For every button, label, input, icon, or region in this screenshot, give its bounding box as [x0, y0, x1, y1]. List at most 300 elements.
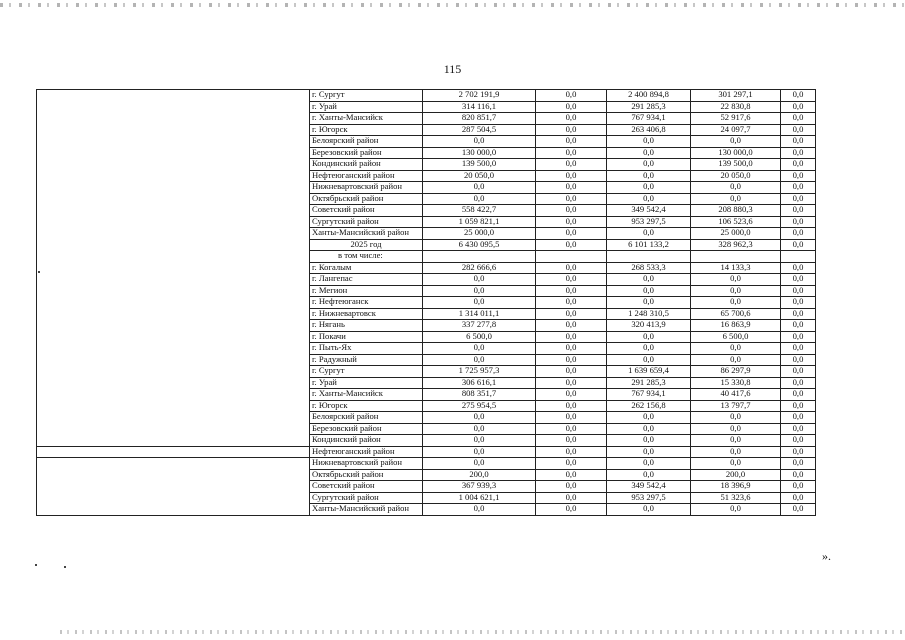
value-cell: 0,0 — [691, 274, 781, 286]
program-measure-cell — [37, 412, 310, 424]
value-cell: 25 000,0 — [423, 228, 536, 240]
municipality-cell: Белоярский район — [310, 412, 423, 424]
program-measure-cell — [37, 193, 310, 205]
municipality-cell: г. Покачи — [310, 331, 423, 343]
table-row — [37, 297, 816, 309]
value-cell — [536, 251, 607, 263]
table-row — [37, 205, 816, 217]
program-measure-cell — [37, 492, 310, 504]
table-row — [37, 308, 816, 320]
value-cell: 0,0 — [607, 228, 691, 240]
value-cell: 0,0 — [536, 113, 607, 125]
value-cell: 0,0 — [781, 90, 816, 102]
value-cell: 0,0 — [607, 435, 691, 447]
value-cell: 0,0 — [536, 147, 607, 159]
value-cell: 0,0 — [536, 331, 607, 343]
municipality-cell: г. Когалым — [310, 262, 423, 274]
municipality-cell: г. Лангепас — [310, 274, 423, 286]
scan-speck — [38, 271, 40, 273]
value-cell: 0,0 — [607, 285, 691, 297]
value-cell: 1 639 659,4 — [607, 366, 691, 378]
value-cell: 0,0 — [781, 182, 816, 194]
value-cell: 0,0 — [536, 504, 607, 516]
value-cell: 1 004 621,1 — [423, 492, 536, 504]
table-row — [37, 182, 816, 194]
scan-speck — [35, 564, 37, 566]
value-cell: 367 939,3 — [423, 481, 536, 493]
value-cell: 0,0 — [781, 205, 816, 217]
value-cell: 208 880,3 — [691, 205, 781, 217]
value-cell: 0,0 — [781, 343, 816, 355]
value-cell: 0,0 — [781, 435, 816, 447]
value-cell: 0,0 — [536, 458, 607, 470]
value-cell: 0,0 — [423, 458, 536, 470]
program-measure-cell — [37, 458, 310, 470]
value-cell: 0,0 — [691, 423, 781, 435]
value-cell: 0,0 — [691, 458, 781, 470]
value-cell: 0,0 — [781, 262, 816, 274]
program-measure-cell — [37, 469, 310, 481]
table-row — [37, 366, 816, 378]
program-measure-cell — [37, 366, 310, 378]
table-row — [37, 343, 816, 355]
value-cell: 0,0 — [607, 193, 691, 205]
value-cell: 0,0 — [691, 297, 781, 309]
value-cell: 0,0 — [536, 274, 607, 286]
value-cell: 0,0 — [423, 435, 536, 447]
municipality-cell: Советский район — [310, 205, 423, 217]
value-cell: 139 500,0 — [691, 159, 781, 171]
municipality-cell: Березовский район — [310, 147, 423, 159]
table-row — [37, 136, 816, 148]
value-cell: 139 500,0 — [423, 159, 536, 171]
program-measure-cell — [37, 101, 310, 113]
municipality-cell: г. Пыть-Ях — [310, 343, 423, 355]
value-cell: 0,0 — [781, 239, 816, 251]
value-cell: 0,0 — [781, 504, 816, 516]
municipality-cell: г. Сургут — [310, 90, 423, 102]
value-cell: 0,0 — [781, 216, 816, 228]
value-cell: 6 430 095,5 — [423, 239, 536, 251]
table-row — [37, 239, 816, 251]
program-measure-cell — [37, 308, 310, 320]
value-cell — [607, 251, 691, 263]
value-cell — [423, 251, 536, 263]
value-cell: 0,0 — [423, 343, 536, 355]
municipality-cell: г. Ханты-Мансийск — [310, 389, 423, 401]
value-cell: 14 133,3 — [691, 262, 781, 274]
value-cell: 0,0 — [607, 274, 691, 286]
value-cell: 0,0 — [423, 285, 536, 297]
value-cell: 0,0 — [781, 481, 816, 493]
value-cell: 0,0 — [536, 435, 607, 447]
scan-noise-bottom — [60, 630, 905, 634]
value-cell: 2 702 191,9 — [423, 90, 536, 102]
value-cell: 0,0 — [536, 320, 607, 332]
value-cell: 0,0 — [536, 159, 607, 171]
program-measure-cell — [37, 423, 310, 435]
value-cell: 51 323,6 — [691, 492, 781, 504]
value-cell: 0,0 — [536, 182, 607, 194]
budget-allocation-table — [36, 89, 816, 516]
table-row — [37, 481, 816, 493]
value-cell: 0,0 — [536, 377, 607, 389]
value-cell: 0,0 — [536, 136, 607, 148]
program-measure-cell — [37, 435, 310, 447]
table-row — [37, 354, 816, 366]
table-row — [37, 170, 816, 182]
program-measure-cell — [37, 331, 310, 343]
value-cell: 0,0 — [781, 446, 816, 458]
table-row — [37, 504, 816, 516]
municipality-cell: г. Нягань — [310, 320, 423, 332]
value-cell: 0,0 — [536, 262, 607, 274]
value-cell: 0,0 — [781, 423, 816, 435]
program-measure-cell — [37, 90, 310, 102]
municipality-cell: Белоярский район — [310, 136, 423, 148]
value-cell: 953 297,5 — [607, 492, 691, 504]
municipality-cell: Кондинский район — [310, 159, 423, 171]
program-measure-cell — [37, 124, 310, 136]
value-cell: 0,0 — [691, 182, 781, 194]
program-measure-cell — [37, 159, 310, 171]
value-cell: 40 417,6 — [691, 389, 781, 401]
value-cell: 953 297,5 — [607, 216, 691, 228]
value-cell: 0,0 — [536, 297, 607, 309]
value-cell: 0,0 — [607, 297, 691, 309]
value-cell: 0,0 — [423, 504, 536, 516]
value-cell: 0,0 — [607, 182, 691, 194]
table-row — [37, 124, 816, 136]
program-measure-cell — [37, 297, 310, 309]
value-cell: 0,0 — [536, 285, 607, 297]
municipality-cell: Ханты-Мансийский район — [310, 504, 423, 516]
value-cell: 767 934,1 — [607, 113, 691, 125]
value-cell: 0,0 — [607, 458, 691, 470]
value-cell: 0,0 — [423, 354, 536, 366]
value-cell: 320 413,9 — [607, 320, 691, 332]
value-cell: 0,0 — [607, 446, 691, 458]
value-cell: 0,0 — [536, 366, 607, 378]
municipality-cell: в том числе: — [310, 251, 423, 263]
program-measure-cell — [37, 216, 310, 228]
table-row — [37, 228, 816, 240]
value-cell: 0,0 — [536, 492, 607, 504]
municipality-cell: г. Мегион — [310, 285, 423, 297]
value-cell — [781, 251, 816, 263]
program-measure-cell — [37, 285, 310, 297]
value-cell: 314 116,1 — [423, 101, 536, 113]
table-row — [37, 274, 816, 286]
value-cell: 0,0 — [691, 285, 781, 297]
value-cell: 0,0 — [781, 389, 816, 401]
value-cell: 200,0 — [423, 469, 536, 481]
value-cell: 275 954,5 — [423, 400, 536, 412]
value-cell: 22 830,8 — [691, 101, 781, 113]
table-row — [37, 101, 816, 113]
value-cell: 52 917,6 — [691, 113, 781, 125]
page-number: 115 — [443, 62, 462, 76]
value-cell: 0,0 — [781, 458, 816, 470]
value-cell: 0,0 — [536, 239, 607, 251]
program-measure-cell — [37, 251, 310, 263]
value-cell: 0,0 — [536, 354, 607, 366]
value-cell: 0,0 — [691, 193, 781, 205]
value-cell: 0,0 — [781, 101, 816, 113]
program-measure-cell — [37, 343, 310, 355]
value-cell: 0,0 — [781, 469, 816, 481]
table-row — [37, 331, 816, 343]
value-cell: 130 000,0 — [423, 147, 536, 159]
value-cell: 0,0 — [781, 297, 816, 309]
value-cell: 0,0 — [536, 400, 607, 412]
municipality-cell: Кондинский район — [310, 435, 423, 447]
value-cell: 0,0 — [781, 308, 816, 320]
program-measure-cell — [37, 320, 310, 332]
program-measure-cell — [37, 113, 310, 125]
table-row — [37, 320, 816, 332]
value-cell: 0,0 — [536, 228, 607, 240]
value-cell: 0,0 — [423, 412, 536, 424]
value-cell: 0,0 — [536, 101, 607, 113]
value-cell: 65 700,6 — [691, 308, 781, 320]
value-cell: 0,0 — [423, 193, 536, 205]
table-row — [37, 193, 816, 205]
value-cell: 0,0 — [781, 159, 816, 171]
value-cell: 0,0 — [607, 159, 691, 171]
value-cell: 0,0 — [536, 308, 607, 320]
value-cell: 0,0 — [691, 504, 781, 516]
municipality-cell: г. Радужный — [310, 354, 423, 366]
program-measure-cell — [37, 481, 310, 493]
value-cell: 0,0 — [781, 331, 816, 343]
value-cell: 337 277,8 — [423, 320, 536, 332]
value-cell: 0,0 — [536, 90, 607, 102]
table-row — [37, 400, 816, 412]
program-measure-cell — [37, 274, 310, 286]
value-cell: 291 285,3 — [607, 101, 691, 113]
value-cell: 0,0 — [536, 446, 607, 458]
program-measure-cell — [37, 147, 310, 159]
value-cell: 0,0 — [691, 435, 781, 447]
value-cell: 0,0 — [781, 400, 816, 412]
value-cell: 0,0 — [536, 389, 607, 401]
value-cell: 0,0 — [781, 412, 816, 424]
value-cell: 0,0 — [781, 320, 816, 332]
table-row — [37, 377, 816, 389]
municipality-cell: Нефтеюганский район — [310, 446, 423, 458]
value-cell: 0,0 — [691, 412, 781, 424]
program-measure-cell — [37, 504, 310, 516]
program-measure-cell — [37, 170, 310, 182]
value-cell: 0,0 — [691, 354, 781, 366]
value-cell: 0,0 — [423, 136, 536, 148]
value-cell: 0,0 — [781, 285, 816, 297]
closing-quote-mark: ». — [822, 549, 831, 563]
municipality-cell: Нефтеюганский район — [310, 170, 423, 182]
table-row — [37, 412, 816, 424]
table-row — [37, 389, 816, 401]
municipality-cell: Березовский район — [310, 423, 423, 435]
value-cell: 0,0 — [536, 469, 607, 481]
municipality-cell: г. Сургут — [310, 366, 423, 378]
value-cell: 0,0 — [691, 136, 781, 148]
municipality-cell: г. Урай — [310, 377, 423, 389]
value-cell: 1 725 957,3 — [423, 366, 536, 378]
value-cell: 0,0 — [536, 205, 607, 217]
program-measure-cell — [37, 205, 310, 217]
program-measure-cell — [37, 354, 310, 366]
value-cell: 1 314 011,1 — [423, 308, 536, 320]
value-cell: 0,0 — [607, 170, 691, 182]
value-cell: 2 400 894,8 — [607, 90, 691, 102]
municipality-cell: г. Урай — [310, 101, 423, 113]
value-cell: 262 156,8 — [607, 400, 691, 412]
value-cell: 0,0 — [781, 170, 816, 182]
value-cell: 0,0 — [423, 423, 536, 435]
value-cell: 1 059 821,1 — [423, 216, 536, 228]
program-measure-cell — [37, 228, 310, 240]
value-cell: 349 542,4 — [607, 205, 691, 217]
value-cell: 268 533,3 — [607, 262, 691, 274]
table-row — [37, 285, 816, 297]
program-measure-cell — [37, 262, 310, 274]
table-row — [37, 159, 816, 171]
value-cell: 349 542,4 — [607, 481, 691, 493]
value-cell: 0,0 — [781, 147, 816, 159]
value-cell: 18 396,9 — [691, 481, 781, 493]
value-cell: 0,0 — [781, 136, 816, 148]
value-cell: 0,0 — [607, 136, 691, 148]
value-cell: 13 797,7 — [691, 400, 781, 412]
table-row — [37, 435, 816, 447]
value-cell: 20 050,0 — [423, 170, 536, 182]
table-row — [37, 251, 816, 263]
program-measure-cell — [37, 136, 310, 148]
municipality-cell: Сургутский район — [310, 216, 423, 228]
municipality-cell: г. Нижневартовск — [310, 308, 423, 320]
value-cell: 0,0 — [536, 481, 607, 493]
value-cell: 0,0 — [536, 216, 607, 228]
value-cell: 0,0 — [781, 377, 816, 389]
table-row — [37, 446, 816, 458]
value-cell: 0,0 — [607, 147, 691, 159]
value-cell: 16 863,9 — [691, 320, 781, 332]
value-cell: 15 330,8 — [691, 377, 781, 389]
municipality-cell: г. Югорск — [310, 400, 423, 412]
value-cell: 0,0 — [536, 343, 607, 355]
value-cell: 0,0 — [607, 354, 691, 366]
value-cell: 820 851,7 — [423, 113, 536, 125]
value-cell — [691, 251, 781, 263]
value-cell: 0,0 — [536, 412, 607, 424]
value-cell: 263 406,8 — [607, 124, 691, 136]
value-cell: 0,0 — [781, 193, 816, 205]
municipality-cell: г. Нефтеюганск — [310, 297, 423, 309]
value-cell: 282 666,6 — [423, 262, 536, 274]
value-cell: 130 000,0 — [691, 147, 781, 159]
value-cell: 6 500,0 — [691, 331, 781, 343]
value-cell: 0,0 — [423, 297, 536, 309]
municipality-cell: Сургутский район — [310, 492, 423, 504]
value-cell: 0,0 — [536, 423, 607, 435]
value-cell: 0,0 — [781, 354, 816, 366]
value-cell: 306 616,1 — [423, 377, 536, 389]
value-cell: 0,0 — [607, 469, 691, 481]
value-cell: 0,0 — [607, 412, 691, 424]
value-cell: 1 248 310,5 — [607, 308, 691, 320]
value-cell: 0,0 — [423, 182, 536, 194]
municipality-cell: 2025 год — [310, 239, 423, 251]
program-measure-cell — [37, 389, 310, 401]
value-cell: 0,0 — [423, 446, 536, 458]
program-measure-cell — [37, 182, 310, 194]
value-cell: 0,0 — [536, 193, 607, 205]
value-cell: 200,0 — [691, 469, 781, 481]
table-row — [37, 458, 816, 470]
value-cell: 301 297,1 — [691, 90, 781, 102]
value-cell: 0,0 — [607, 423, 691, 435]
table-row — [37, 113, 816, 125]
value-cell: 6 101 133,2 — [607, 239, 691, 251]
table-row — [37, 216, 816, 228]
municipality-cell: Ханты-Мансийский район — [310, 228, 423, 240]
program-measure-cell — [37, 400, 310, 412]
value-cell: 86 297,9 — [691, 366, 781, 378]
value-cell: 0,0 — [691, 343, 781, 355]
municipality-cell: Октябрьский район — [310, 469, 423, 481]
value-cell: 0,0 — [607, 504, 691, 516]
value-cell: 0,0 — [607, 331, 691, 343]
value-cell: 291 285,3 — [607, 377, 691, 389]
value-cell: 808 351,7 — [423, 389, 536, 401]
table-row — [37, 90, 816, 102]
value-cell: 558 422,7 — [423, 205, 536, 217]
value-cell: 328 962,3 — [691, 239, 781, 251]
value-cell: 0,0 — [607, 343, 691, 355]
value-cell: 24 097,7 — [691, 124, 781, 136]
municipality-cell: Советский район — [310, 481, 423, 493]
value-cell: 287 504,5 — [423, 124, 536, 136]
value-cell: 6 500,0 — [423, 331, 536, 343]
value-cell: 0,0 — [691, 446, 781, 458]
value-cell: 106 523,6 — [691, 216, 781, 228]
value-cell: 20 050,0 — [691, 170, 781, 182]
value-cell: 0,0 — [781, 113, 816, 125]
value-cell: 767 934,1 — [607, 389, 691, 401]
program-measure-cell — [37, 239, 310, 251]
value-cell: 0,0 — [781, 228, 816, 240]
value-cell: 0,0 — [423, 274, 536, 286]
municipality-cell: г. Ханты-Мансийск — [310, 113, 423, 125]
value-cell: 0,0 — [781, 366, 816, 378]
value-cell: 0,0 — [781, 124, 816, 136]
table-row — [37, 147, 816, 159]
value-cell: 0,0 — [781, 274, 816, 286]
program-measure-cell — [37, 377, 310, 389]
municipality-cell: Нижневартовский район — [310, 182, 423, 194]
scan-speck — [64, 566, 66, 568]
table-row — [37, 423, 816, 435]
program-measure-cell — [37, 446, 310, 458]
value-cell: 25 000,0 — [691, 228, 781, 240]
value-cell: 0,0 — [536, 124, 607, 136]
table-row — [37, 262, 816, 274]
value-cell: 0,0 — [536, 170, 607, 182]
municipality-cell: г. Югорск — [310, 124, 423, 136]
value-cell: 0,0 — [781, 492, 816, 504]
scan-noise-top — [0, 3, 905, 7]
